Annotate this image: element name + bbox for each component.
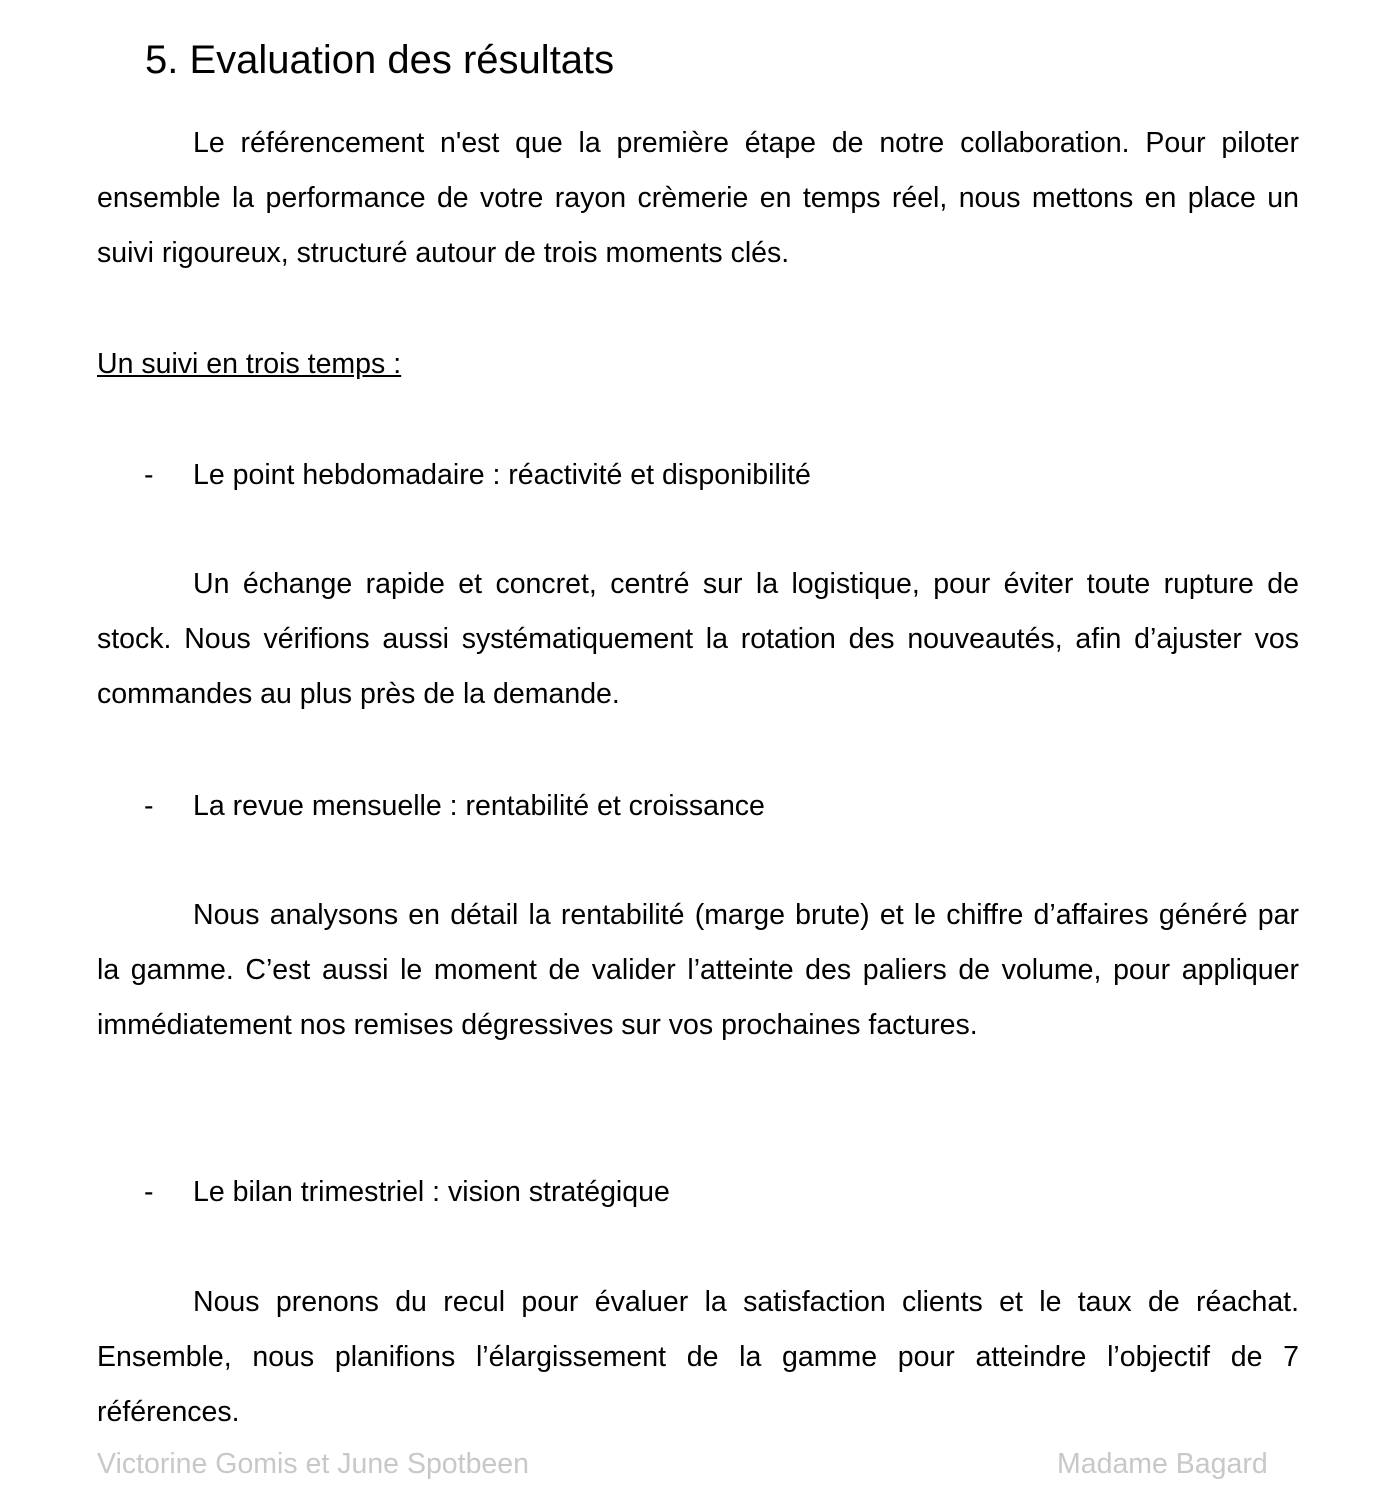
bullet-dash: - — [144, 790, 154, 822]
bullet-title-monthly: La revue mensuelle : rentabilité et croissance — [193, 790, 765, 822]
paragraph-weekly: Un échange rapide et concret, centré sur la logistique, pour éviter toute rupture de stock. Nous vérifions aussi systématiquement la rotation des nouveautés, afin d’ajuster vos commandes au plus près de la demande. — [97, 568, 1299, 711]
intro-paragraph: Le référencement n'est que la première étape de notre collaboration. Pour piloter ensemble la performance de votre rayon crèmerie en temps réel, nous mettons en place un suivi rigoureux, structuré autour de trois moments clés. — [97, 127, 1299, 270]
bullet-monthly — [0, 786, 1384, 826]
paragraph-quarterly: Nous prenons du recul pour évaluer la satisfaction clients et le taux de réachat. Ensemble, nous planifions l’élargissement de la gamme pour atteindre l’objectif de 7 références. — [97, 1286, 1299, 1429]
bullet-dash: - — [144, 1176, 154, 1208]
footer-authors: Victorine Gomis et June Spotbeen — [97, 1448, 529, 1480]
footer-teacher: Madame Bagard — [1057, 1448, 1268, 1480]
bullet-weekly — [0, 455, 1384, 495]
bullet-title-quarterly: Le bilan trimestriel : vision stratégique — [193, 1176, 670, 1208]
bullet-quarterly — [0, 1172, 1384, 1212]
paragraph-monthly: Nous analysons en détail la rentabilité (marge brute) et le chiffre d’affaires généré par la gamme. C’est aussi le moment de valider l’atteinte des paliers de volume, pour appliquer immédiatement nos remises dégressives sur vos prochaines factures. — [97, 899, 1299, 1042]
bullet-title-weekly: Le point hebdomadaire : réactivité et disponibilité — [193, 459, 811, 491]
section-heading: 5. Evaluation des résultats — [145, 38, 615, 82]
bullet-dash: - — [144, 459, 154, 491]
subheading: Un suivi en trois temps : — [97, 348, 402, 380]
